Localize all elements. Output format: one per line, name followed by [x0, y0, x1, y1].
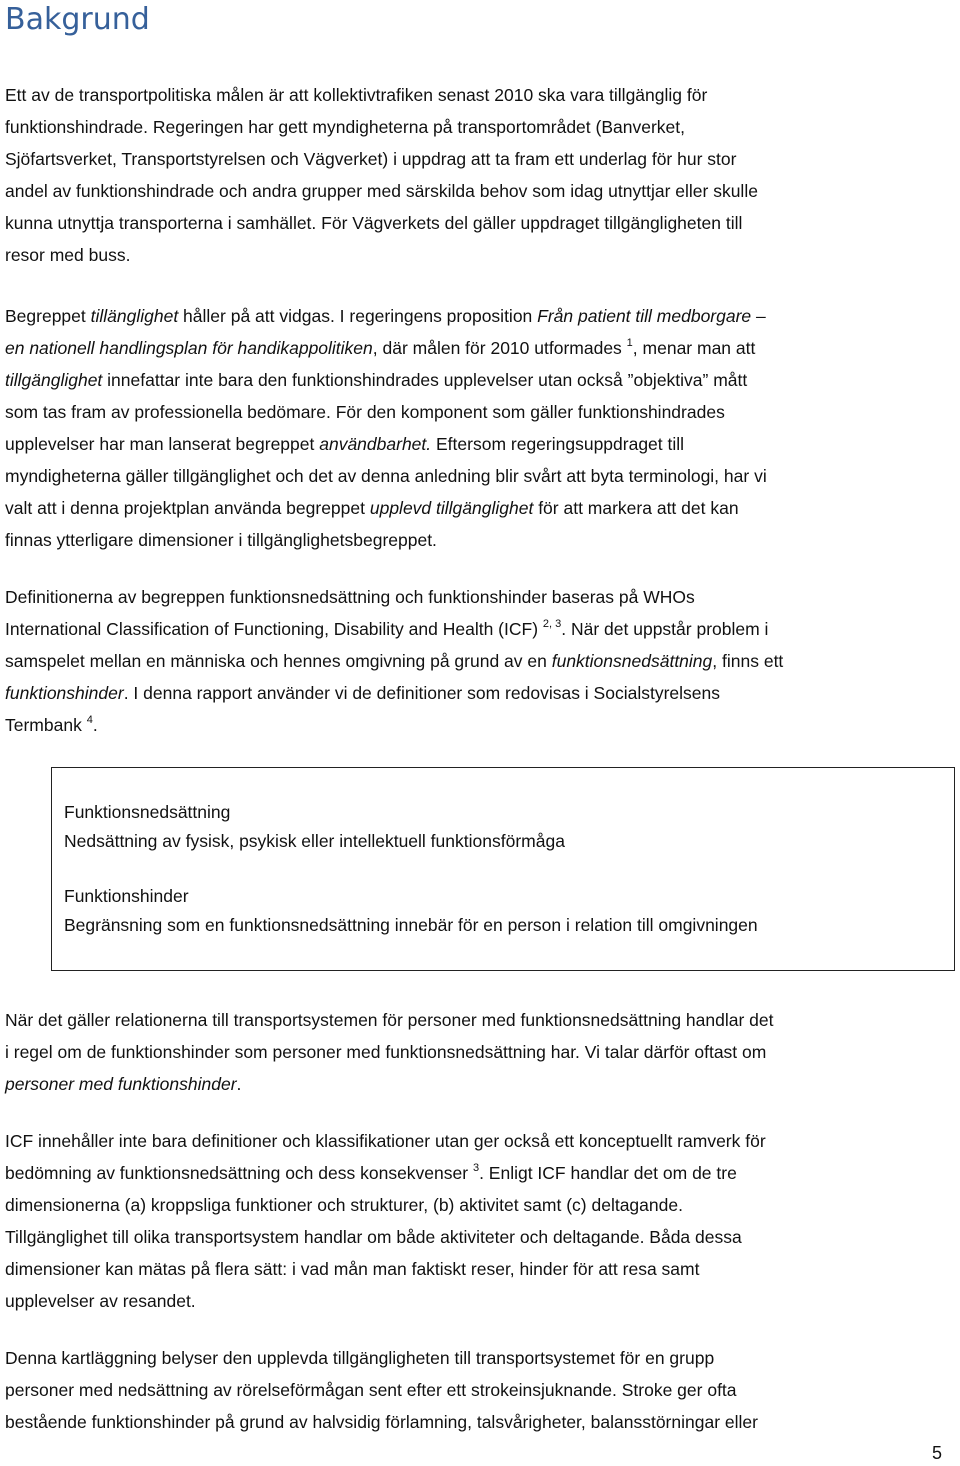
paragraph-definitions-intro	[5, 581, 930, 741]
text-line: ICF innehåller inte bara definitioner och klassifikationer utan ger också ett konceptuellt ramverk för	[5, 1131, 766, 1151]
text-line: finnas ytterligare dimensioner i tillgänglighetsbegreppet.	[5, 530, 437, 550]
footnote-ref: 3	[472, 1162, 480, 1174]
text-line: personer med nedsättning av rörelseförmågan sent efter ett strokeinsjuknande. Stroke ger ofta	[5, 1380, 737, 1400]
definition-text: Begränsning som en funktionsnedsättning innebär för en person i relation till omgivningen	[64, 915, 758, 935]
text-line: tillgänglighet innefattar inte bara den funktionshindrades upplevelser utan också ”objektiva” mått	[5, 370, 748, 390]
text-line: Begreppet tillänglighet håller på att vidgas. I regeringens proposition Från patient till medborgare –	[5, 306, 766, 326]
definition-text: Nedsättning av fysisk, psykisk eller intellektuell funktionsförmåga	[64, 831, 565, 851]
page-number: 5	[932, 1443, 943, 1463]
text-line: När det gäller relationerna till transportsystemen för personer med funktionsnedsättning handlar det	[5, 1010, 774, 1030]
text-line: Termbank $^4$.	[5, 714, 98, 735]
text-line: myndigheterna gäller tillgänglighet och det av denna anledning blir svårt att byta terminologi, har vi	[5, 466, 767, 486]
paragraph-relations	[5, 1004, 930, 1100]
text-line: Tillgänglighet till olika transportsystem handlar om både aktiviteter och deltagande. Båda dessa	[5, 1227, 742, 1247]
definitions-box	[51, 767, 955, 971]
text-line: International Classification of Functioning, Disability and Health (ICF) $^{2, 3}$. När det uppstår problem i	[5, 618, 769, 639]
text-line: dimensioner kan mätas på flera sätt: i vad mån man faktiskt reser, hinder för att resa samt	[5, 1259, 700, 1279]
text-line: funktionshindrade. Regeringen har gett myndigheterna på transportområdet (Banverket,	[5, 117, 685, 137]
text-line: resor med buss.	[5, 245, 131, 265]
text-line: dimensionerna (a) kroppsliga funktioner och strukturer, (b) aktivitet samt (c) deltagande.	[5, 1195, 683, 1215]
definition-term: Funktionsnedsättning	[64, 802, 231, 822]
paragraph-icf	[5, 1125, 930, 1317]
text-line: i regel om de funktionshinder som personer med funktionsnedsättning har. Vi talar därför oftast om	[5, 1042, 767, 1062]
text-line: personer med funktionshinder.	[5, 1074, 242, 1094]
footnote-ref: 2, 3	[542, 618, 562, 630]
text-line: funktionshinder. I denna rapport använder vi de definitioner som redovisas i Socialstyrelsens	[5, 683, 720, 703]
definition-term: Funktionshinder	[64, 886, 189, 906]
text-line: Sjöfartsverket, Transportstyrelsen och Vägverket) i uppdrag att ta fram ett underlag för hur stor	[5, 149, 737, 169]
text-line: bestående funktionshinder på grund av halvsidig förlamning, talsvårigheter, balansstörningar eller	[5, 1412, 758, 1432]
text-line: Denna kartläggning belyser den upplevda tillgängligheten till transportsystemet för en grupp	[5, 1348, 715, 1368]
text-line: samspelet mellan en människa och hennes omgivning på grund av en funktionsnedsättning, finns ett	[5, 651, 784, 671]
footnote-ref: 1	[626, 337, 633, 349]
text-line: upplevelser har man lanserat begreppet användbarhet. Eftersom regeringsuppdraget till	[5, 434, 685, 454]
section-heading: Bakgrund	[5, 2, 150, 37]
text-line: upplevelser av resandet.	[5, 1291, 196, 1311]
text-line: andel av funktionshindrade och andra grupper med särskilda behov som idag utnyttjar eller skulle	[5, 181, 758, 201]
paragraph-survey	[5, 1342, 930, 1438]
paragraph-accessibility-concept	[5, 300, 930, 556]
text-line: Ett av de transportpolitiska målen är att kollektivtrafiken senast 2010 ska vara tillgänglig för	[5, 85, 708, 105]
paragraph-intro	[5, 79, 930, 271]
text-line: kunna utnyttja transporterna i samhället. För Vägverkets del gäller uppdraget tillgängligheten till	[5, 213, 743, 233]
text-line: bedömning av funktionsnedsättning och dess konsekvenser $^3$. Enligt ICF handlar det om de tre	[5, 1162, 737, 1183]
text-line: Definitionerna av begreppen funktionsnedsättning och funktionshinder baseras på WHOs	[5, 587, 695, 607]
text-line: som tas fram av professionella bedömare. För den komponent som gäller funktionshindrades	[5, 402, 725, 422]
footnote-ref: 4	[86, 714, 93, 726]
text-line: en nationell handlingsplan för handikappolitiken, där målen för 2010 utformades $^1$, menar man att	[5, 337, 756, 358]
text-line: valt att i denna projektplan använda begreppet upplevd tillgänglighet för att markera att det kan	[5, 498, 739, 518]
